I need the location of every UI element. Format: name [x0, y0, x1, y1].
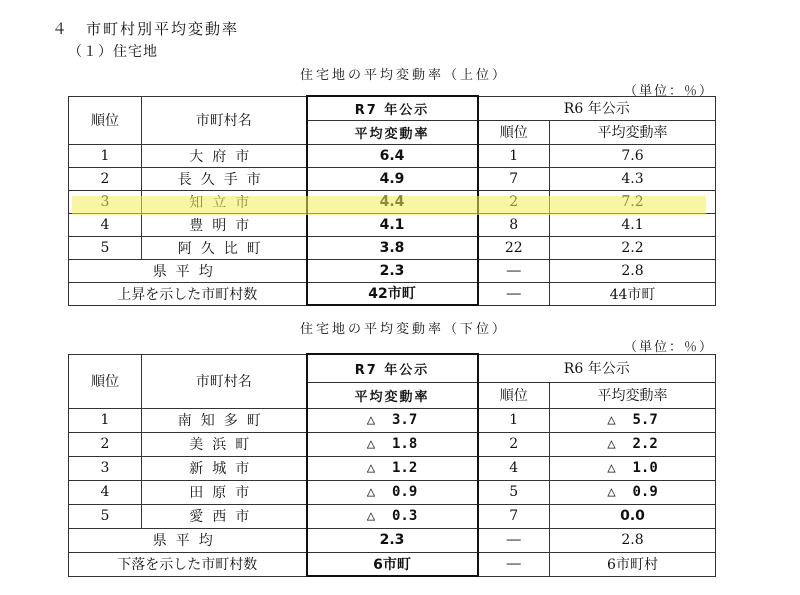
r6-rank-cell: ―: [478, 282, 550, 305]
r6-rate-cell: △ 1.0: [550, 456, 716, 480]
r7-rate-cell: △ 1.2: [307, 456, 478, 480]
header-r6-rate: 平均変動率: [550, 382, 716, 408]
count-row: [69, 552, 716, 576]
table-row: [69, 456, 716, 480]
r6-average-cell: 2.8: [550, 259, 716, 282]
r6-count-cell: 6市町村: [550, 552, 716, 576]
r6-rank-cell: 7: [478, 167, 550, 190]
r7-rate-cell: △ 3.7: [307, 408, 478, 432]
table-row: [69, 213, 716, 236]
r7-rate-cell: 4.9: [307, 167, 478, 190]
table-row: [69, 144, 716, 167]
subsection-title: （１）住宅地: [68, 44, 158, 60]
rank-cell: 5: [69, 504, 142, 528]
table-row: [69, 432, 716, 456]
municipality-cell: 阿久比町: [142, 236, 307, 259]
r6-rank-cell: ―: [478, 528, 550, 552]
r6-rate-cell: △ 0.9: [550, 480, 716, 504]
r6-rank-cell: 22: [478, 236, 550, 259]
lower-ranking-table: [68, 353, 716, 577]
r6-rank-cell: 1: [478, 408, 550, 432]
prefecture-average-row: [69, 528, 716, 552]
header-r6-rank: 順位: [478, 382, 550, 408]
rank-cell: 4: [69, 480, 142, 504]
r6-rank-cell: 8: [478, 213, 550, 236]
upper-table-caption: 住宅地の平均変動率（上位）: [300, 68, 509, 83]
municipality-cell: 長久手市: [142, 167, 307, 190]
r6-rank-cell: 5: [478, 480, 550, 504]
prefecture-average-label: 県平均: [69, 259, 307, 282]
table-row: [69, 408, 716, 432]
lower-unit-note: （単位：％）: [624, 340, 715, 355]
r6-rate-cell: △ 5.7: [550, 408, 716, 432]
rank-cell: 1: [69, 408, 142, 432]
falling-count-label: 下落を示した市町村数: [69, 552, 307, 576]
table-row: [69, 167, 716, 190]
r6-rate-cell: △ 2.2: [550, 432, 716, 456]
header-municipality: 市町村名: [142, 354, 307, 408]
r6-rate-cell: 2.2: [550, 236, 716, 259]
highlight-marker: [72, 196, 706, 215]
municipality-cell: 大府市: [142, 144, 307, 167]
r6-rank-cell: 2: [478, 432, 550, 456]
r6-rate-cell: 0.0: [550, 504, 716, 528]
table-row: [69, 236, 716, 259]
count-row: [69, 282, 716, 305]
r6-rank-cell: ―: [478, 552, 550, 576]
r6-rank-cell: ―: [478, 259, 550, 282]
r7-average-cell: 2.3: [307, 259, 478, 282]
r7-count-cell: 42市町: [307, 282, 478, 305]
prefecture-average-label: 県平均: [69, 528, 307, 552]
header-r7-rate: 平均変動率: [307, 382, 478, 408]
lower-table-caption: 住宅地の平均変動率（下位）: [300, 322, 509, 337]
r6-rank-cell: 4: [478, 456, 550, 480]
header-r6-rank: 順位: [478, 120, 550, 144]
r6-count-cell: 44市町: [550, 282, 716, 305]
header-r7-rate: 平均変動率: [307, 120, 478, 144]
r7-rate-cell: 6.4: [307, 144, 478, 167]
r7-count-cell: 6市町: [307, 552, 478, 576]
rank-cell: 3: [69, 456, 142, 480]
rank-cell: 2: [69, 432, 142, 456]
r7-rate-cell: △ 0.3: [307, 504, 478, 528]
rank-cell: 2: [69, 167, 142, 190]
municipality-cell: 愛西市: [142, 504, 307, 528]
municipality-cell: 豊明市: [142, 213, 307, 236]
municipality-cell: 南知多町: [142, 408, 307, 432]
section-title: ４ 市町村別平均変動率: [52, 20, 240, 38]
header-r6-rate: 平均変動率: [550, 120, 716, 144]
r7-rate-cell: 3.8: [307, 236, 478, 259]
r6-rate-cell: 7.6: [550, 144, 716, 167]
r7-rate-cell: 4.1: [307, 213, 478, 236]
r7-rate-cell: △ 0.9: [307, 480, 478, 504]
r6-rate-cell: 4.1: [550, 213, 716, 236]
prefecture-average-row: [69, 259, 716, 282]
rising-count-label: 上昇を示した市町村数: [69, 282, 307, 305]
municipality-cell: 美浜町: [142, 432, 307, 456]
r6-average-cell: 2.8: [550, 528, 716, 552]
header-municipality: 市町村名: [142, 96, 307, 144]
rank-cell: 4: [69, 213, 142, 236]
r6-rank-cell: 1: [478, 144, 550, 167]
municipality-cell: 田原市: [142, 480, 307, 504]
header-r6: R6 年公示: [478, 96, 716, 120]
rank-cell: 5: [69, 236, 142, 259]
table-row: [69, 480, 716, 504]
r7-average-cell: 2.3: [307, 528, 478, 552]
rank-cell: 1: [69, 144, 142, 167]
r6-rank-cell: 7: [478, 504, 550, 528]
upper-unit-note: （単位：％）: [624, 84, 715, 99]
header-rank: 順位: [69, 96, 142, 144]
r6-rate-cell: 4.3: [550, 167, 716, 190]
header-r7: R7 年公示: [307, 96, 478, 120]
municipality-cell: 新城市: [142, 456, 307, 480]
header-r7: R7 年公示: [307, 354, 478, 382]
header-rank: 順位: [69, 354, 142, 408]
header-r6: R6 年公示: [478, 354, 716, 382]
r7-rate-cell: △ 1.8: [307, 432, 478, 456]
table-row: [69, 504, 716, 528]
